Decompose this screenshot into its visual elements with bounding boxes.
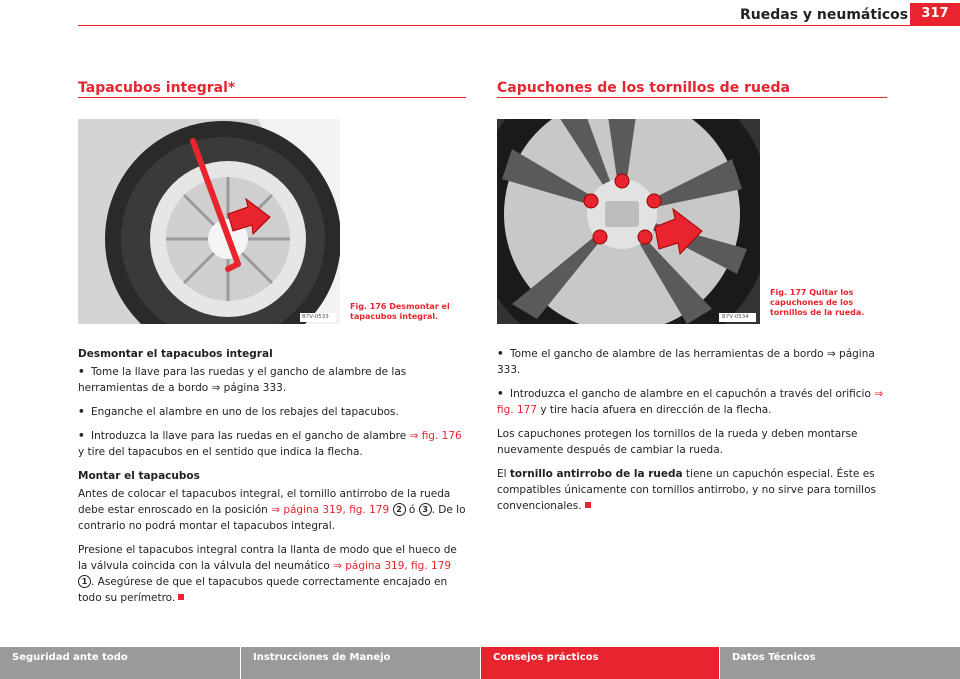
figure-176-caption: Fig. 176 Desmontar el tapacubos integral. bbox=[350, 302, 450, 321]
bullet-1: • Tome la llave para las ruedas y el gancho de alambre de las herramientas de a bordo ⇒ página 333. bbox=[78, 366, 407, 394]
figure-176 bbox=[78, 119, 340, 324]
figure-177-code: B7V-0534 bbox=[722, 314, 749, 320]
link-fig-177[interactable]: ⇒ fig. 177 bbox=[497, 388, 884, 416]
heading-montar: Montar el tapacubos bbox=[78, 470, 200, 482]
tab-seguridad[interactable]: Seguridad ante todo bbox=[0, 647, 240, 679]
bullet-r2: • Introduzca el gancho de alambre en el capuchón a través del orificio ⇒ fig. 177 y tire hacia afuera en dirección de la flecha. bbox=[497, 388, 884, 416]
section-rule-left bbox=[78, 97, 466, 98]
bullet-r1: • Tome el gancho de alambre de las herramientas de a bordo ⇒ página 333. bbox=[497, 348, 875, 376]
paragraph-montar-2: Presione el tapacubos integral contra la llanta de modo que el hueco de la válvula coincida con la válvula del neumático ⇒ página 319, fig. 179 1 . Asegúrese de que el tapacubos quede correctamente encajado en todo su perímetro. bbox=[78, 544, 457, 604]
section-rule-right bbox=[497, 97, 887, 98]
section-title-capuchones: Capuchones de los tornillos de rueda bbox=[497, 80, 790, 96]
tab-consejos[interactable]: Consejos prácticos bbox=[481, 647, 719, 679]
figure-176-code: B7V-0533 bbox=[302, 314, 329, 320]
end-mark bbox=[178, 594, 184, 600]
end-mark-right bbox=[585, 502, 591, 508]
callout-1: 1 bbox=[78, 575, 91, 588]
callout-3: 3 bbox=[419, 503, 432, 516]
link-page-319[interactable]: ⇒ página 319, fig. 179 bbox=[271, 504, 390, 516]
paragraph-antirrobo: El tornillo antirrobo de la rueda tiene un capuchón especial. Éste es compatibles únicamente con tornillos antirrobo, y no sirve para tornillos convencionales. bbox=[497, 468, 876, 512]
link-fig-176[interactable]: ⇒ fig. 176 bbox=[409, 430, 462, 442]
heading-desmontar: Desmontar el tapacubos integral bbox=[78, 348, 273, 360]
paragraph-capuchones: Los capuchones protegen los tornillos de la rueda y deben montarse nuevamente después de cambiar la rueda. bbox=[497, 428, 858, 456]
link-page-319-b[interactable]: ⇒ página 319, fig. 179 bbox=[333, 560, 452, 572]
page-number: 317 bbox=[910, 3, 960, 25]
header-rule bbox=[78, 25, 960, 26]
left-body bbox=[78, 346, 466, 614]
section-title-tapacubos: Tapacubos integral* bbox=[78, 80, 236, 96]
footer-nav bbox=[0, 647, 960, 679]
running-header-title: Ruedas y neumáticos bbox=[740, 7, 909, 23]
bullet-2: • Enganche el alambre en uno de los rebajes del tapacubos. bbox=[78, 406, 399, 418]
bullet-3: • Introduzca la llave para las ruedas en el gancho de alambre ⇒ fig. 176 y tire del tapacubos en el sentido que indica la flecha. bbox=[78, 430, 462, 458]
right-body bbox=[497, 346, 887, 522]
paragraph-montar-1: Antes de colocar el tapacubos integral, el tornillo antirrobo de la rueda debe estar enroscado en la posición ⇒ página 319, fig. 179 2 ó 3 . De lo contrario no podrá montar el tapacubos integral. bbox=[78, 488, 466, 532]
figure-177-caption: Fig. 177 Quitar los capuchones de los tornillos de la rueda. bbox=[770, 288, 865, 317]
callout-2: 2 bbox=[393, 503, 406, 516]
tab-instrucciones[interactable]: Instrucciones de Manejo bbox=[241, 647, 480, 679]
figure-177 bbox=[497, 119, 760, 324]
tab-datos[interactable]: Datos Técnicos bbox=[720, 647, 960, 679]
